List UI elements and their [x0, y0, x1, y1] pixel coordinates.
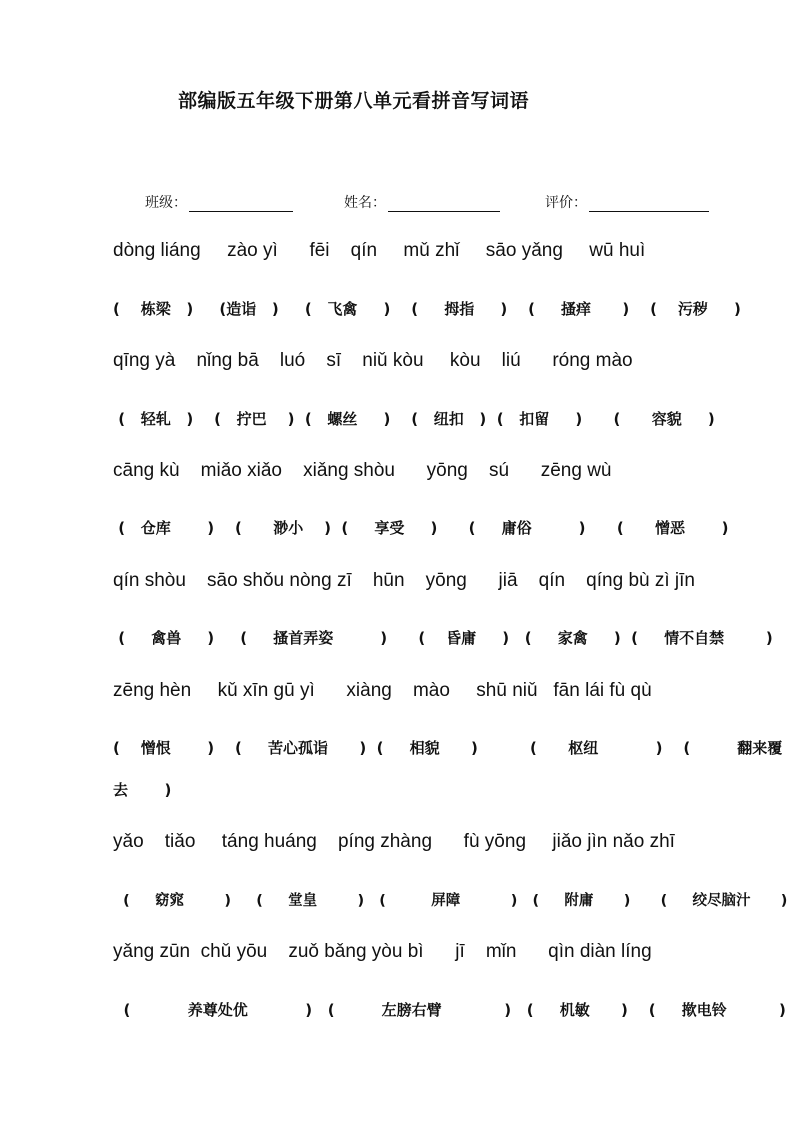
answer-row-wrap: 去 ) [113, 781, 172, 799]
answer-row: ( 憎恨 ) ( 苦心孤诣 ) ( 相貌 ) ( 枢纽 ) ( 翻来覆 [113, 739, 783, 757]
pinyin-row: qín shòu sāo shǒu nòng zī hūn yōng jiā qín qíng bù zì jīn [113, 570, 695, 591]
pinyin-row: qīng yà nǐng bā luó sī niǔ kòu kòu liú róng mào [113, 350, 633, 371]
answer-row: ( 窈窕 ) ( 堂皇 ) ( 屏障 ) ( 附庸 ) ( 绞尽脑汁 ) [113, 893, 788, 909]
pinyin-row: yǎng zūn chǔ yōu zuǒ bǎng yòu bì jī mǐn qìn diàn líng [113, 941, 652, 962]
grade-blank[interactable] [589, 197, 709, 212]
answer-row: ( 养尊处优 ) ( 左膀右臂 ) ( 机敏 ) ( 揿电铃 ) [113, 1001, 786, 1019]
pinyin-row: yǎo tiǎo táng huáng píng zhàng fù yōng jiǎo jìn nǎo zhī [113, 831, 675, 852]
class-field [145, 192, 293, 212]
name-field [344, 192, 500, 212]
class-label: 班级： [145, 195, 187, 211]
answer-row: ( 栋梁 ) (造诣 ) ( 飞禽 ) ( 拇指 ) ( 搔痒 ) ( 污秽 ) [113, 300, 741, 318]
pinyin-row: zēng hèn kǔ xīn gū yì xiàng mào shū niǔ fān lái fù qù [113, 680, 652, 701]
answer-row: ( 轻轧 ) ( 拧巴 ) ( 螺丝 ) ( 纽扣 ) ( 扣留 ) ( 容貌 ) [113, 410, 715, 428]
grade-label: 评价： [545, 195, 587, 211]
answer-row: ( 仓库 ) ( 渺小 ) ( 享受 ) ( 庸俗 ) ( 憎恶 ) [113, 519, 729, 537]
answer-row: ( 禽兽 ) ( 搔首弄姿 ) ( 昏庸 ) ( 家禽 ) ( 情不自禁 ) [113, 629, 773, 647]
pinyin-row: dòng liáng zào yì fēi qín mǔ zhǐ sāo yǎng wū huì [113, 240, 646, 261]
grade-field [545, 192, 709, 212]
name-label: 姓名： [344, 195, 386, 211]
name-blank[interactable] [388, 197, 500, 212]
page-title: 部编版五年级下册第八单元看拼音写词语 [178, 90, 530, 112]
class-blank[interactable] [189, 197, 293, 212]
pinyin-row: cāng kù miǎo xiǎo xiǎng shòu yōng sú zēng wù [113, 460, 612, 481]
